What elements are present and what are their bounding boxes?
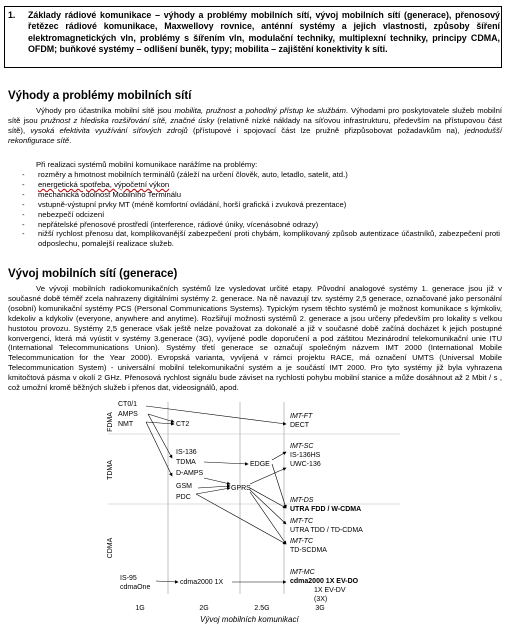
node-cdmaone: cdmaOne <box>120 584 151 591</box>
list-item-text: energetická spotřeba, výpočetní výkon <box>38 179 170 189</box>
list-item: - nižší rychlost přenosu dat, komplikovanější zabezpečení proti chybám, komplikovaný způsob autentizace účastníků, zabezpečení proti odposlechu, pomalejší realizace služeb. <box>22 229 500 249</box>
node-utra-tdd: UTRA TDD / TD-CDMA <box>290 527 363 534</box>
node-nmt: NMT <box>118 421 134 428</box>
problems-intro: Při realizaci systémů mobilní komunikace narážíme na problémy: <box>36 160 258 169</box>
advantages-paragraph <box>8 106 502 146</box>
node-cdma2000-1x: cdma2000 1X <box>180 579 224 586</box>
node-tdma: TDMA <box>176 459 196 466</box>
node-is136: IS-136 <box>176 449 197 456</box>
node-imt-sc: IMT-SC <box>290 443 314 450</box>
node-ct01: CT0/1 <box>118 401 138 408</box>
list-item: - mechanická odolnost Mobilního Terminálu <box>22 190 500 200</box>
node-is95: IS-95 <box>120 575 137 582</box>
list-item: - nepřátelské přenosové prostředí (interference, rádiové úniky, vícenásobné odrazy) <box>22 220 500 230</box>
list-item: - rozměry a hmotnost mobilních terminálů (záleží na určení člověk, auto, letadlo, satelit, atd.) <box>22 170 500 180</box>
evolution-diagram <box>100 398 420 612</box>
node-td-scdma: TD-SCDMA <box>290 547 327 554</box>
node-utra-fdd: UTRA FDD / W-CDMA <box>290 506 362 513</box>
node-imt-ds: IMT-DS <box>290 497 314 504</box>
list-item: - nebezpečí odcizení <box>22 210 500 220</box>
text-run: (relativně nízké náklady na síťovou infrastrukturu, především na přístupovou část sítě), <box>8 115 503 135</box>
gen-label-3g: 3G <box>315 605 325 612</box>
list-item: - vstupně-výstupní prvky MT (méně komfortní ovládání, horší grafická i zvuková prezentace) <box>22 200 500 210</box>
evolution-paragraph: Ve vývoji mobilních radiokomunikačních systémů lze vysledovat určité etapy. Původní analogové systémy 1. generace jsou již v současné době téměř zcela nahrazeny digitálními systémy 2. generace. Na ně navazují tzv. systémy 2,5 generace, označované jako personální (osobní) komunikační systémy PCS (Personal Communications Systems). Typickým rysem těchto systémů je možnost komunikace s kýmkoliv, kdekoliv a kdykoliv (everyone, anywhere and anytime). Rozšiřují možnosti systémů 2. generace a jsou určeny především pro lokality s velkou hustotou provozu. Systémy 2,5 generace však ještě nelze považovat za dokonalé a již v současné době začíná docházet k jejich postupné konvergenci, která má vyústit v systémy 3.generace (3G), vyvíjené podle doporučení a pod záštitou Mezinárodní telekomunikační unie ITU (International Telecommunications Union). Systémy třetí generace se označují společným názvem IMT 2000 (International Mobile Telecommunication for the Year 2000). Evropská varianta, vyvíjená v rámci projektu RACE, má označení UMTS (Universal Mobile Telecommunication System) - universální mobilní telekomunikační systém a je součástí IMT 2000. Pro tyto systémy již byla vyhrazena kmitočtová pásma v okolí 2 GHz. Přenosová rychlost signálu bude záviset na rychlosti pohybu mobilní stanice a může dosáhnout až 2 Mbit / s , což umožní kromě běžných služeb i přenos dat, videosignálů, apod. <box>8 284 502 393</box>
evolution-arrows <box>146 406 286 582</box>
node-imt-mc: IMT-MC <box>290 569 315 576</box>
emphasis-run: vysoká efektivita využívání síťových zdrojů <box>30 125 188 135</box>
question-text: Základy rádiové komunikace – výhody a problémy mobilních sítí, vývoj mobilních sítí (generace), přenosový řetězec rádiové komunikace, Maxwellovy rovnice, anténní systémy a jejich vlastnosti, způsoby šíření elektromagnetických vln, problémy s šířením vln, modulační techniky, multiplexní techniky, principy CDMA, OFDM; buňkové systémy – odlišení buněk, typy; mobilita – zajištění konektivity k síti. <box>28 10 500 54</box>
node-is136hs: IS-136HS <box>290 452 321 459</box>
problems-list <box>22 170 500 249</box>
row-label-tdma: TDMA <box>107 460 114 480</box>
section-heading-advantages: Výhody a problémy mobilních sítí <box>8 90 192 102</box>
node-evdv: 1X EV-DV <box>314 587 346 594</box>
emphasis-run: mobilita, pružnost a pohodlný přístup ke službám <box>174 106 346 115</box>
node-uwc136: UWC-136 <box>290 461 321 468</box>
gen-label-2-5g: 2.5G <box>254 605 270 612</box>
emphasis-run: jednodušší rekonfigurace sítě <box>8 125 502 145</box>
node-ct2: CT2 <box>176 421 190 428</box>
question-number: 1. <box>8 10 16 20</box>
text-run: . Výhodami pro poskytovatele služeb mobilní sítě jsou <box>8 106 503 125</box>
row-label-cdma: CDMA <box>107 537 114 559</box>
node-imt-tc-1: IMT-TC <box>290 518 314 525</box>
node-pdc: PDC <box>176 494 191 501</box>
gen-label-1g: 1G <box>135 605 145 612</box>
question-heading <box>8 10 500 55</box>
node-cdma2000-evdo: cdma2000 1X EV-DO <box>290 578 359 585</box>
node-edge: EDGE <box>250 461 270 468</box>
node-gprs: GPRS <box>231 485 251 492</box>
node-gsm: GSM <box>176 483 192 490</box>
gen-label-2g: 2G <box>199 605 209 612</box>
node-dect: DECT <box>290 422 310 429</box>
figure-caption: Vývoj mobilních komunikací <box>200 615 299 624</box>
emphasis-run: pružnost z hlediska rozšiřování sítě, značné úsky <box>40 115 215 125</box>
list-item <box>22 180 500 190</box>
section-heading-evolution: Vývoj mobilních sítí (generace) <box>8 268 178 280</box>
text-run: Výhody pro účastníka mobilní sítě jsou <box>36 106 175 115</box>
text-run: (přístupové i spojovací část lze pružně přizpůsobovat požadavkům na), <box>187 125 465 135</box>
text-run: . <box>69 135 72 145</box>
node-imt-ft: IMT-FT <box>290 413 313 420</box>
node-damps: D-AMPS <box>176 470 204 477</box>
node-amps: AMPS <box>118 411 138 418</box>
node-imt-tc-2: IMT-TC <box>290 538 314 545</box>
row-label-fdma: FDMA <box>107 412 114 432</box>
node-evdv-3x: (3X) <box>314 596 328 603</box>
